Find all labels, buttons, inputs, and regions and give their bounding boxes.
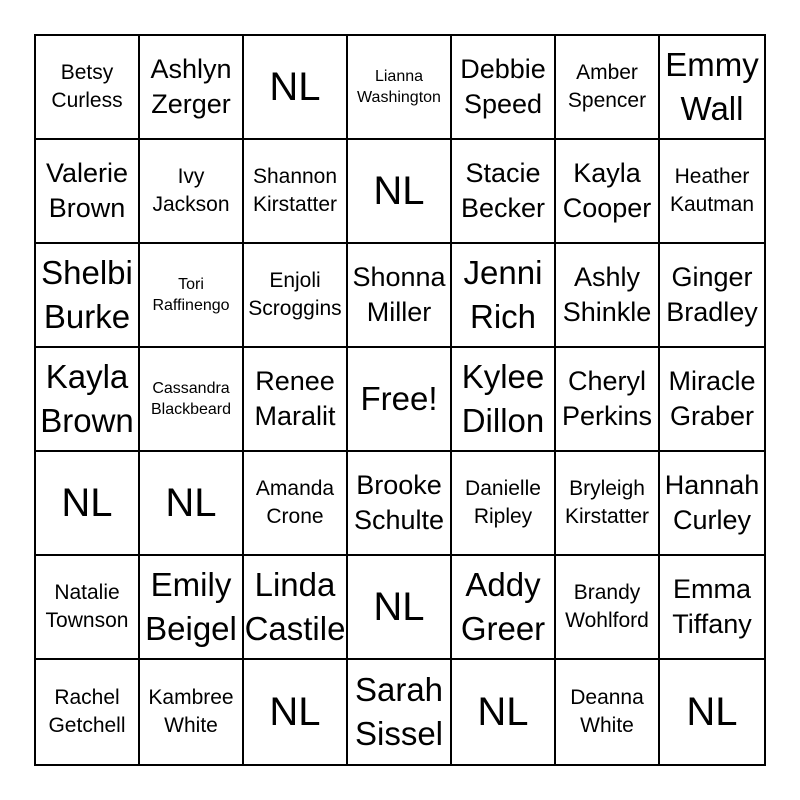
bingo-cell-text: Kambree (148, 686, 234, 709)
bingo-cell[interactable] (660, 660, 764, 764)
bingo-cell[interactable] (140, 36, 244, 140)
bingo-cell-text: Debbie (460, 54, 546, 84)
bingo-cell-text: Shonna (352, 262, 446, 292)
bingo-cell-text: Ginger (671, 262, 753, 292)
bingo-cell[interactable] (36, 244, 140, 348)
bingo-cell-text: Greer (460, 610, 546, 647)
bingo-cell-text: Spencer (567, 89, 647, 112)
bingo-cell-text: Deanna (570, 686, 644, 709)
bingo-cell[interactable] (556, 140, 660, 244)
bingo-cell-text: Kirstatter (564, 505, 650, 528)
bingo-cell-text: NL (61, 481, 113, 525)
bingo-cell-text: NL (477, 690, 529, 734)
bingo-cell-text: Heather (674, 165, 750, 188)
bingo-cell-text: Natalie (54, 581, 120, 604)
bingo-cell[interactable] (452, 660, 556, 764)
bingo-cell-text: Shinkle (562, 297, 652, 327)
bingo-cell-text: Kayla (45, 358, 129, 395)
bingo-cell[interactable] (140, 348, 244, 452)
bingo-cell[interactable] (660, 452, 764, 556)
bingo-cell-text: Castile (244, 610, 346, 647)
bingo-cell[interactable] (348, 556, 452, 660)
bingo-cell[interactable] (556, 36, 660, 140)
bingo-cell-text: NL (269, 690, 321, 734)
bingo-cell-text: Tiffany (672, 609, 752, 639)
bingo-cell-text: NL (373, 169, 425, 213)
bingo-cell-text: White (580, 714, 634, 737)
bingo-cell-text: Wohlford (565, 609, 649, 632)
bingo-cell-text: Betsy (60, 61, 114, 84)
bingo-cell-text: Renee (255, 366, 335, 396)
bingo-cell-text: Scroggins (248, 297, 342, 320)
bingo-cell-text: Linda (254, 566, 336, 603)
bingo-cell[interactable] (140, 452, 244, 556)
bingo-cell-text: Rich (469, 298, 537, 335)
bingo-cell[interactable] (36, 36, 140, 140)
bingo-cell[interactable] (556, 348, 660, 452)
bingo-cell-text: Cooper (562, 193, 652, 223)
bingo-cell[interactable] (348, 348, 452, 452)
bingo-cell-text: Amber (576, 61, 638, 84)
bingo-cell[interactable] (348, 140, 452, 244)
bingo-cell-text: Rachel (54, 686, 120, 709)
bingo-cell-text: Becker (460, 193, 546, 223)
bingo-cell[interactable] (452, 244, 556, 348)
bingo-cell[interactable] (348, 244, 452, 348)
bingo-cell-text: Tori (178, 276, 204, 293)
bingo-cell[interactable] (36, 660, 140, 764)
bingo-cell-text: NL (165, 481, 217, 525)
bingo-cell-text: Sissel (354, 715, 444, 752)
bingo-cell-text: Sarah (354, 671, 444, 708)
bingo-cell-text: Valerie (45, 158, 129, 188)
bingo-cell[interactable] (244, 452, 348, 556)
bingo-cell-text: Kirstatter (252, 193, 338, 216)
bingo-cell[interactable] (36, 556, 140, 660)
bingo-cell-text: Jackson (152, 193, 230, 216)
bingo-cell-text: Cassandra (152, 380, 230, 397)
bingo-cell[interactable] (556, 244, 660, 348)
bingo-cell-text: White (164, 714, 218, 737)
bingo-cell[interactable] (36, 452, 140, 556)
bingo-cell[interactable] (348, 36, 452, 140)
bingo-cell-text: Townson (45, 609, 129, 632)
bingo-cell-text: Wall (680, 90, 744, 127)
bingo-cell-text: Getchell (48, 714, 126, 737)
bingo-cell[interactable] (348, 660, 452, 764)
bingo-cell[interactable] (556, 556, 660, 660)
bingo-cell-text: Miracle (668, 366, 756, 396)
bingo-cell[interactable] (244, 244, 348, 348)
bingo-cell-text: Speed (463, 89, 543, 119)
bingo-cell-text: Bryleigh (569, 477, 645, 500)
bingo-cell-text: NL (373, 585, 425, 629)
bingo-cell-text: NL (269, 65, 321, 109)
bingo-cell-text: Brown (40, 402, 134, 439)
bingo-cell-text: Curley (672, 505, 752, 535)
bingo-cell-text: Curless (51, 89, 123, 112)
bingo-cell-text: Washington (357, 89, 441, 106)
bingo-cell-text: Stacie (465, 158, 541, 188)
bingo-cell-text: Jenni (463, 254, 543, 291)
bingo-cell[interactable] (660, 140, 764, 244)
bingo-cell-text: Shannon (252, 165, 338, 188)
bingo-cell-text: Free! (360, 380, 438, 417)
bingo-cell-text: Addy (465, 566, 541, 603)
bingo-cell-text: Bradley (666, 297, 758, 327)
bingo-cell-text: Enjoli (269, 269, 321, 292)
bingo-cell-text: Maralit (254, 401, 336, 431)
bingo-cell[interactable] (140, 660, 244, 764)
bingo-cell-text: Emily (150, 566, 232, 603)
bingo-cell[interactable] (348, 452, 452, 556)
bingo-cell-text: Danielle (465, 477, 541, 500)
bingo-cell[interactable] (556, 452, 660, 556)
bingo-cell-text: Dillon (461, 402, 545, 439)
bingo-cell-text: Kautman (669, 193, 755, 216)
bingo-cell[interactable] (140, 140, 244, 244)
bingo-cell[interactable] (660, 36, 764, 140)
bingo-cell-text: Zerger (151, 89, 231, 119)
bingo-cell[interactable] (660, 244, 764, 348)
bingo-cell[interactable] (556, 660, 660, 764)
bingo-cell-text: Brandy (573, 581, 641, 604)
bingo-cell[interactable] (452, 556, 556, 660)
bingo-cell-text: Cheryl (567, 366, 647, 396)
bingo-cell-text: Kayla (573, 158, 641, 188)
bingo-cell-text: Miller (366, 297, 432, 327)
bingo-cell-text: Perkins (561, 401, 653, 431)
bingo-cell[interactable] (140, 556, 244, 660)
bingo-cell-text: Burke (43, 298, 131, 335)
bingo-cell[interactable] (452, 140, 556, 244)
bingo-cell[interactable] (452, 452, 556, 556)
bingo-cell[interactable] (244, 140, 348, 244)
bingo-cell[interactable] (244, 556, 348, 660)
bingo-cell-text: Brown (48, 193, 126, 223)
bingo-cell-text: Ashly (573, 262, 641, 292)
bingo-cell-text: Brooke (356, 470, 442, 500)
bingo-cell-text: Graber (669, 401, 755, 431)
bingo-cell[interactable] (36, 140, 140, 244)
bingo-cell-text: Ripley (473, 505, 533, 528)
bingo-cell[interactable] (660, 556, 764, 660)
bingo-board (34, 34, 766, 766)
bingo-cell[interactable] (244, 348, 348, 452)
bingo-cell-text: Lianna (374, 68, 424, 85)
bingo-cell-text: NL (686, 690, 738, 734)
bingo-cell-text: Blackbeard (150, 401, 232, 418)
bingo-cell[interactable] (660, 348, 764, 452)
bingo-cell-text: Crone (266, 505, 324, 528)
bingo-cell-text: Emmy (665, 46, 759, 83)
bingo-cell-text: Ivy (177, 165, 205, 188)
bingo-cell[interactable] (244, 36, 348, 140)
bingo-cell-text: Beigel (145, 610, 237, 647)
bingo-cell[interactable] (36, 348, 140, 452)
bingo-cell-text: Kylee (461, 358, 545, 395)
bingo-cell-text: Emma (672, 574, 751, 604)
bingo-cell[interactable] (244, 660, 348, 764)
bingo-cell-text: Raffinengo (152, 297, 230, 314)
bingo-cell-text: Shelbi (41, 254, 133, 291)
bingo-cell-text: Schulte (353, 505, 445, 535)
bingo-cell-text: Ashlyn (150, 54, 232, 84)
bingo-cell-text: Hannah (664, 470, 760, 500)
bingo-cell[interactable] (452, 348, 556, 452)
bingo-cell[interactable] (140, 244, 244, 348)
bingo-cell[interactable] (452, 36, 556, 140)
bingo-cell-text: Amanda (255, 477, 335, 500)
